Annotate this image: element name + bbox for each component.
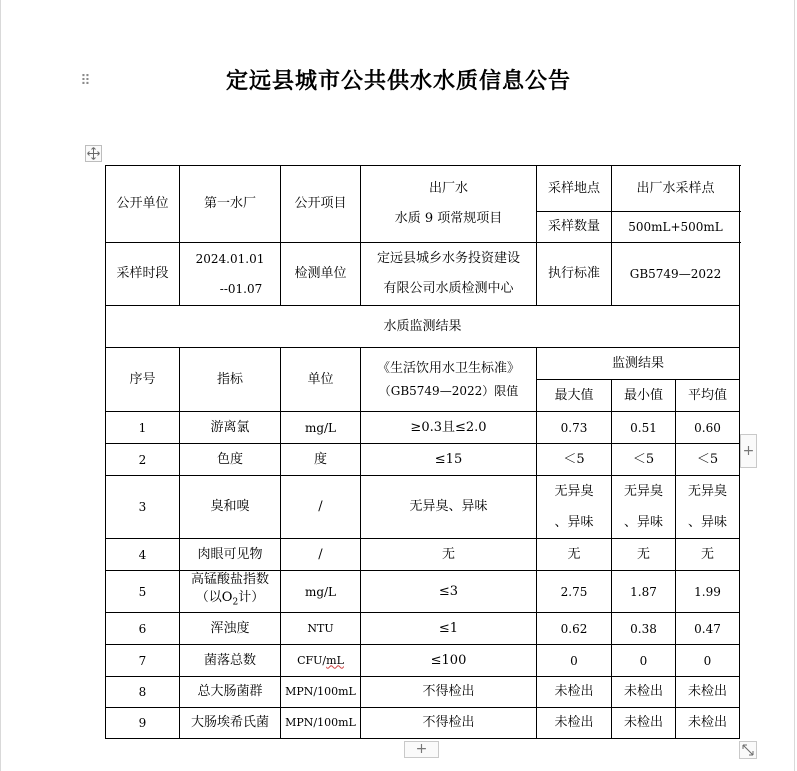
header-no: 序号 [106,348,180,412]
header-limit [361,348,537,412]
row-limit: ≤3 [361,571,537,613]
row-indicator: 游离氯 [180,412,281,444]
item-label: 公开项目 [281,166,361,243]
row-max: 2.75 [537,571,612,613]
row-max: 无 [537,539,612,571]
row-avg: 未检出 [676,677,740,708]
row-unit [281,645,361,677]
results-section-title: 水质监测结果 [106,306,740,348]
row-avg: ＜5 [676,444,740,476]
row-unit: 度 [281,444,361,476]
row-indicator: 菌落总数 [180,645,281,677]
row-min-line1: 无异臭 [623,484,663,499]
table-row [106,571,740,613]
row-max: ＜5 [537,444,612,476]
org-label: 公开单位 [106,166,180,243]
row-limit: 不得检出 [361,677,537,708]
lab-value-line2: 有限公司水质检测中心 [383,281,514,296]
row-no: 2 [106,444,180,476]
standard-label: 执行标准 [537,243,612,306]
page-edge-right [794,0,795,771]
row-indicator-line1: 高锰酸盐指数 [190,572,269,588]
header-unit: 单位 [281,348,361,412]
header-limit-line2: （GB5749—2022）限值 [378,383,519,398]
row-avg [676,476,740,539]
row-unit-suffix: mL [326,653,344,667]
table-row [106,476,740,539]
time-value-line1: 2024.01.01 [195,252,265,266]
row-min: 无 [612,539,676,571]
row-unit: MPN/100mL [281,708,361,739]
row-max: 未检出 [537,708,612,739]
document-title: 定远县城市公共供水水质信息公告 [225,68,571,94]
table-row [106,677,740,708]
row-indicator: 总大肠菌群 [180,677,281,708]
add-column-button[interactable]: + [740,434,757,468]
row-no: 4 [106,539,180,571]
standard-value: GB5749—2022 [612,243,740,306]
row-no: 5 [106,571,180,613]
row-avg-line1: 无异臭 [687,484,727,499]
row-indicator [180,571,281,613]
org-value: 第一水厂 [180,166,281,243]
row-no: 7 [106,645,180,677]
add-row-button[interactable]: + [404,741,439,758]
row-avg: 无 [676,539,740,571]
drag-handle-icon[interactable]: ⠿ [80,73,90,89]
row-avg: 0 [676,645,740,677]
header-limit-line1: 《生活饮用水卫生标准》 [376,360,520,376]
table-row [106,645,740,677]
row-min-line2: 、异味 [623,515,663,530]
row-limit: 无异臭、异味 [361,476,537,539]
lab-value-line1: 定远县城乡水务投资建设 [376,251,520,266]
row-limit: ≤15 [361,444,537,476]
lab-value [361,243,537,306]
lab-label: 检测单位 [281,243,361,306]
row-no: 1 [106,412,180,444]
table-row [106,613,740,645]
time-label: 采样时段 [106,243,180,306]
row-no: 3 [106,476,180,539]
row-min: ＜5 [612,444,676,476]
row-indicator: 臭和嗅 [180,476,281,539]
row-min: 0 [612,645,676,677]
row-unit: NTU [281,613,361,645]
row-no: 8 [106,677,180,708]
row-limit: ≥0.3且≤2.0 [361,412,537,444]
page-edge-left [0,0,1,771]
row-unit: / [281,539,361,571]
row-avg: 0.60 [676,412,740,444]
table-resize-icon[interactable] [739,741,757,759]
row-max [537,476,612,539]
row-max-line2: 、异味 [554,515,594,530]
table-move-icon[interactable] [85,145,102,162]
row-limit: ≤100 [361,645,537,677]
row-no: 6 [106,613,180,645]
row-no: 9 [106,708,180,739]
time-value-line2: --01.07 [219,282,263,296]
row-limit: 不得检出 [361,708,537,739]
row-unit: MPN/100mL [281,677,361,708]
row-indicator: 大肠埃希氏菌 [180,708,281,739]
row-avg-line2: 、异味 [687,515,727,530]
row-indicator: 肉眼可见物 [180,539,281,571]
header-avg: 平均值 [676,380,740,412]
row-unit: mg/L [281,571,361,613]
header-indicator: 指标 [180,348,281,412]
row-indicator: 色度 [180,444,281,476]
row-indicator-line2-suffix: 计） [238,590,265,606]
header-max: 最大值 [537,380,612,412]
item-value-line2: 水质 9 项常规项目 [394,211,503,226]
table-row [106,444,740,476]
location-value: 出厂水采样点 [612,166,740,212]
row-max: 0 [537,645,612,677]
item-value [361,166,537,243]
row-unit: mg/L [281,412,361,444]
row-max: 0.62 [537,613,612,645]
row-min: 0.38 [612,613,676,645]
row-min: 0.51 [612,412,676,444]
row-indicator: 浑浊度 [180,613,281,645]
table-row [106,412,740,444]
row-min [612,476,676,539]
item-value-line1: 出厂水 [428,181,468,196]
row-unit: / [281,476,361,539]
row-avg: 1.99 [676,571,740,613]
location-label: 采样地点 [537,166,612,212]
row-max: 未检出 [537,677,612,708]
row-max-line1: 无异臭 [554,484,594,499]
row-min: 1.87 [612,571,676,613]
table-row [106,708,740,739]
row-max: 0.73 [537,412,612,444]
header-monitor: 监测结果 [537,348,740,380]
time-value [180,243,281,306]
row-avg: 0.47 [676,613,740,645]
header-min: 最小值 [612,380,676,412]
row-limit: ≤1 [361,613,537,645]
row-min: 未检出 [612,708,676,739]
table-row [106,539,740,571]
row-min: 未检出 [612,677,676,708]
quantity-label: 采样数量 [537,212,612,243]
row-indicator-line2 [182,589,278,612]
water-quality-table [105,165,740,739]
row-limit: 无 [361,539,537,571]
row-indicator-line2-prefix: （以O [195,590,233,606]
quantity-value: 500mL+500mL [612,212,740,243]
row-unit-prefix: CFU/ [297,653,327,667]
row-indicator-line2-sub: 2 [232,597,239,608]
row-avg: 未检出 [676,708,740,739]
